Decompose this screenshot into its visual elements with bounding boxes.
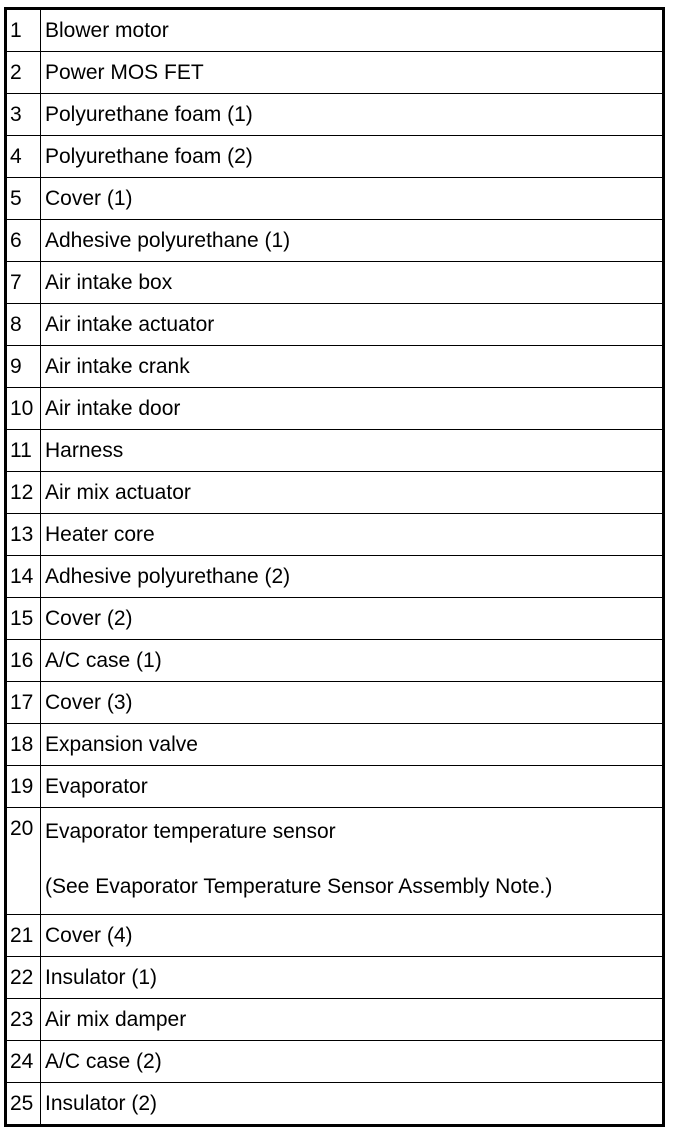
table-row	[6, 766, 664, 808]
part-number: 17	[6, 682, 41, 724]
table-row	[6, 808, 664, 915]
table-row	[6, 346, 664, 388]
table-row	[6, 598, 664, 640]
part-description: Power MOS FET	[41, 52, 664, 94]
part-number: 16	[6, 640, 41, 682]
part-number: 4	[6, 136, 41, 178]
part-description: Insulator (1)	[41, 957, 664, 999]
part-description: Cover (2)	[41, 598, 664, 640]
table-row	[6, 1041, 664, 1083]
table-row	[6, 682, 664, 724]
part-number: 21	[6, 915, 41, 957]
part-description: A/C case (1)	[41, 640, 664, 682]
parts-table-body	[6, 9, 664, 1126]
table-row	[6, 136, 664, 178]
table-row	[6, 9, 664, 52]
part-number: 1	[6, 9, 41, 52]
part-number: 3	[6, 94, 41, 136]
part-number: 24	[6, 1041, 41, 1083]
part-number: 25	[6, 1083, 41, 1126]
part-number: 15	[6, 598, 41, 640]
part-number: 2	[6, 52, 41, 94]
part-description: A/C case (2)	[41, 1041, 664, 1083]
table-row	[6, 556, 664, 598]
table-row	[6, 472, 664, 514]
part-description-cell	[41, 808, 664, 915]
part-description: Evaporator temperature sensor	[45, 820, 336, 843]
part-note: (See Evaporator Temperature Sensor Assembly Note.)	[45, 875, 553, 899]
part-number: 6	[6, 220, 41, 262]
part-description: Expansion valve	[41, 724, 664, 766]
part-number: 20	[6, 808, 41, 915]
part-description: Adhesive polyurethane (2)	[41, 556, 664, 598]
part-number: 14	[6, 556, 41, 598]
part-description: Air mix actuator	[41, 472, 664, 514]
part-description: Heater core	[41, 514, 664, 556]
table-row	[6, 1083, 664, 1126]
part-description: Air mix damper	[41, 999, 664, 1041]
part-description: Evaporator	[41, 766, 664, 808]
table-row	[6, 640, 664, 682]
part-description: Insulator (2)	[41, 1083, 664, 1126]
table-row	[6, 178, 664, 220]
part-description: Polyurethane foam (1)	[41, 94, 664, 136]
part-description: Air intake door	[41, 388, 664, 430]
part-description: Cover (1)	[41, 178, 664, 220]
part-number: 19	[6, 766, 41, 808]
part-number: 12	[6, 472, 41, 514]
part-description: Polyurethane foam (2)	[41, 136, 664, 178]
part-number: 7	[6, 262, 41, 304]
part-number: 23	[6, 999, 41, 1041]
part-description: Air intake box	[41, 262, 664, 304]
part-number: 18	[6, 724, 41, 766]
part-number: 22	[6, 957, 41, 999]
part-description: Cover (3)	[41, 682, 664, 724]
part-description: Air intake crank	[41, 346, 664, 388]
table-row	[6, 94, 664, 136]
table-row	[6, 388, 664, 430]
part-description: Cover (4)	[41, 915, 664, 957]
part-description: Adhesive polyurethane (1)	[41, 220, 664, 262]
part-number: 13	[6, 514, 41, 556]
table-row	[6, 430, 664, 472]
table-row	[6, 220, 664, 262]
part-number: 11	[6, 430, 41, 472]
table-row	[6, 52, 664, 94]
part-description: Air intake actuator	[41, 304, 664, 346]
part-description: Harness	[41, 430, 664, 472]
part-number: 9	[6, 346, 41, 388]
table-row	[6, 957, 664, 999]
table-row	[6, 514, 664, 556]
part-number: 5	[6, 178, 41, 220]
table-row	[6, 304, 664, 346]
part-number: 8	[6, 304, 41, 346]
table-row	[6, 724, 664, 766]
table-row	[6, 999, 664, 1041]
table-row	[6, 262, 664, 304]
part-description: Blower motor	[41, 9, 664, 52]
table-row	[6, 915, 664, 957]
parts-table	[4, 7, 665, 1127]
part-number: 10	[6, 388, 41, 430]
